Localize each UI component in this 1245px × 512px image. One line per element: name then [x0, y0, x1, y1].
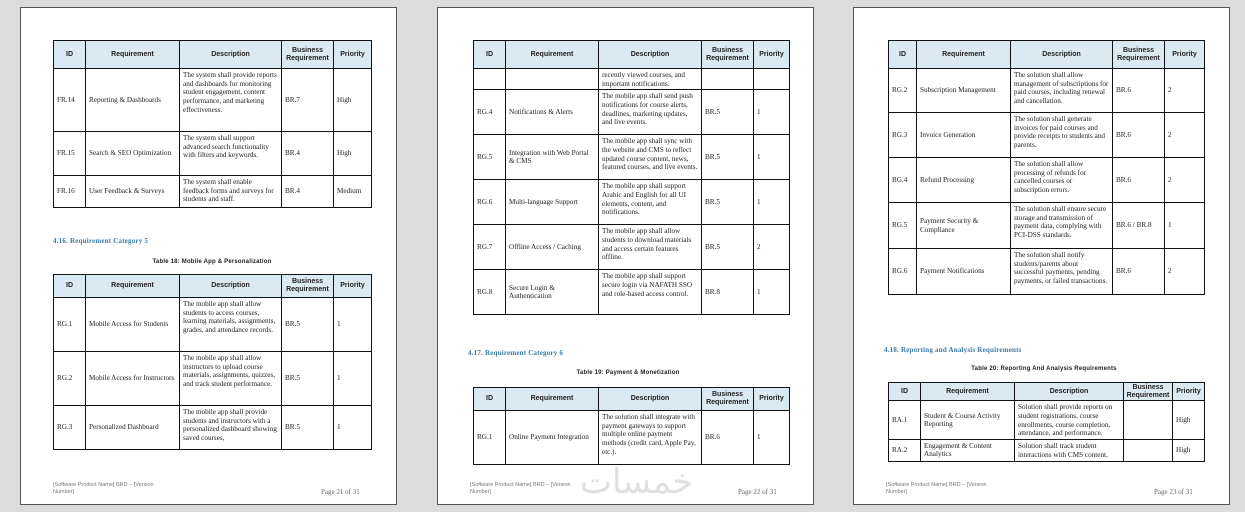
business-requirement-cell: BR.6 / BR.8: [1113, 203, 1165, 249]
table-row: [474, 69, 790, 90]
header-priority: Priority: [1173, 383, 1205, 401]
req-id-cell: RG.7: [474, 225, 506, 270]
priority-cell: 1: [334, 352, 372, 406]
header-id: ID: [474, 41, 506, 69]
priority-cell: 1: [754, 180, 790, 225]
priority-cell: High: [334, 69, 372, 132]
req-id-cell: RG.8: [474, 270, 506, 315]
description-cell: The mobile app shall support secure login via NAFATH SSO and role-based access control.: [599, 270, 702, 315]
table-row: [474, 270, 790, 315]
priority-cell: 1: [334, 406, 372, 450]
description-cell: The solution shall allow management of subscriptions for paid courses, including renewal and cancellation.: [1011, 69, 1113, 113]
req-id-cell: RG.5: [889, 203, 917, 249]
header-business-requirement: Business Requirement: [1113, 41, 1165, 69]
header-business-requirement: Business Requirement: [702, 388, 754, 411]
description-cell: The solution shall generate invoices for paid courses and provide receipts to students and parents.: [1011, 113, 1113, 158]
table-caption: Table 20: Reporting And Analysis Requirements: [971, 366, 1117, 372]
table-row: [889, 158, 1205, 203]
table-row: [54, 176, 372, 208]
header-priority: Priority: [334, 275, 372, 298]
table-row: [54, 132, 372, 176]
requirement-cell: User Feedback & Surveys: [86, 176, 180, 208]
table-header-row: [474, 388, 790, 411]
req-id-cell: RA.2: [889, 439, 921, 461]
document-page-21: [20, 7, 397, 505]
business-requirement-cell: BR.8: [702, 270, 754, 315]
requirements-table-bottom: [53, 274, 372, 450]
priority-cell: High: [1173, 401, 1205, 440]
header-business-requirement: Business Requirement: [702, 41, 754, 69]
req-id-cell: RG.3: [54, 406, 86, 450]
req-id-cell: [474, 69, 506, 90]
req-id-cell: RG.2: [54, 352, 86, 406]
business-requirement-cell: BR.5: [702, 180, 754, 225]
req-id-cell: RG.1: [54, 298, 86, 352]
table-row: [54, 298, 372, 352]
priority-cell: 1: [754, 90, 790, 135]
requirements-table-top: [53, 40, 372, 208]
table-row: [889, 203, 1205, 249]
header-description: Description: [180, 41, 282, 69]
priority-cell: 1: [334, 298, 372, 352]
req-id-cell: RG.6: [474, 180, 506, 225]
requirement-cell: Payment Notifications: [917, 249, 1011, 295]
table-row: [54, 352, 372, 406]
description-cell: The mobile app shall allow instructors to upload course materials, assignments, quizzes, and track student performance.: [180, 352, 282, 406]
business-requirement-cell: BR.5: [702, 135, 754, 180]
header-requirement: Requirement: [86, 275, 180, 298]
section-heading: 4.16. Requirement Category 5: [53, 237, 149, 245]
header-description: Description: [599, 388, 702, 411]
header-id: ID: [474, 388, 506, 411]
priority-cell: 2: [1165, 69, 1205, 113]
description-cell: Solution shall provide reports on student registrations, course enrollments, course completion, attendance, and performance.: [1015, 401, 1124, 440]
requirement-cell: Multi-language Support: [506, 180, 599, 225]
header-description: Description: [599, 41, 702, 69]
table-header-row: [54, 41, 372, 69]
business-requirement-cell: [1124, 439, 1173, 461]
table-row: [889, 439, 1205, 461]
description-cell: The mobile app shall send push notifications for course alerts, deadlines, marketing updates, and live events.: [599, 90, 702, 135]
business-requirement-cell: BR.6: [1113, 158, 1165, 203]
table-row: [889, 249, 1205, 295]
header-priority: Priority: [754, 41, 790, 69]
requirements-table-top: [473, 40, 790, 315]
business-requirement-cell: BR.5: [702, 225, 754, 270]
table-caption: Table 18: Mobile App & Personalization: [152, 259, 272, 265]
document-page-22: [437, 7, 814, 505]
table-row: [889, 113, 1205, 158]
header-id: ID: [889, 41, 917, 69]
description-cell: The mobile app shall sync with the website and CMS to reflect updated course content, news, featured courses, and live events.: [599, 135, 702, 180]
footer-page-number: Page 23 of 31: [1154, 488, 1193, 496]
requirements-table-top: [888, 40, 1205, 295]
req-id-cell: FR.14: [54, 69, 86, 132]
description-cell: recently viewed courses, and important notifications.: [599, 69, 702, 90]
description-cell: The system shall provide reports and dashboards for monitoring student engagement, content performance, and marketing effectiveness.: [180, 69, 282, 132]
priority-cell: High: [334, 132, 372, 176]
table-row: [474, 411, 790, 465]
footer-page-number: Page 21 of 31: [321, 488, 360, 496]
header-description: Description: [180, 275, 282, 298]
header-description: Description: [1015, 383, 1124, 401]
header-business-requirement: Business Requirement: [282, 41, 334, 69]
table-header-row: [889, 41, 1205, 69]
description-cell: The system shall support advanced search functionality with filters and keywords.: [180, 132, 282, 176]
header-priority: Priority: [1165, 41, 1205, 69]
req-id-cell: RG.5: [474, 135, 506, 180]
header-priority: Priority: [334, 41, 372, 69]
business-requirement-cell: BR.6: [1113, 249, 1165, 295]
requirement-cell: Offline Access / Caching: [506, 225, 599, 270]
req-id-cell: RG.6: [889, 249, 917, 295]
table-row: [474, 180, 790, 225]
business-requirement-cell: BR.5: [282, 298, 334, 352]
table-row: [474, 225, 790, 270]
table-caption: Table 19: Payment & Monetization: [576, 370, 680, 376]
req-id-cell: RG.1: [474, 411, 506, 465]
table-header-row: [474, 41, 790, 69]
table-header-row: [54, 275, 372, 298]
req-id-cell: FR.16: [54, 176, 86, 208]
priority-cell: Medium: [334, 176, 372, 208]
requirement-cell: Reporting & Dashboards: [86, 69, 180, 132]
header-description: Description: [1011, 41, 1113, 69]
requirement-cell: Online Payment Integration: [506, 411, 599, 465]
priority-cell: 1: [1165, 203, 1205, 249]
section-heading: 4.18. Reporting and Analysis Requirements: [884, 346, 1022, 354]
table-row: [54, 69, 372, 132]
requirement-cell: [506, 69, 599, 90]
footer-document-name: [Software Product Name] BRD – [Version Number]: [470, 482, 571, 496]
description-cell: The mobile app shall provide students and instructors with a personalized dashboard showing saved courses,: [180, 406, 282, 450]
business-requirement-cell: [1124, 401, 1173, 440]
table-row: [889, 401, 1205, 440]
requirement-cell: Subscription Management: [917, 69, 1011, 113]
business-requirement-cell: BR.4: [282, 176, 334, 208]
priority-cell: 1: [754, 135, 790, 180]
business-requirement-cell: BR.6: [1113, 69, 1165, 113]
priority-cell: 2: [1165, 113, 1205, 158]
table-header-row: [889, 383, 1205, 401]
req-id-cell: RG.4: [889, 158, 917, 203]
header-id: ID: [54, 41, 86, 69]
req-id-cell: RA.1: [889, 401, 921, 440]
description-cell: The solution shall notify students/parents about successful payments, pending payments, or failed transactions.: [1011, 249, 1113, 295]
business-requirement-cell: [702, 69, 754, 90]
section-heading: 4.17. Requirement Category 6: [468, 349, 564, 357]
header-requirement: Requirement: [921, 383, 1015, 401]
req-id-cell: RG.4: [474, 90, 506, 135]
requirement-cell: Refund Processing: [917, 158, 1011, 203]
requirement-cell: Payment Security & Compliance: [917, 203, 1011, 249]
business-requirement-cell: BR.6: [702, 411, 754, 465]
description-cell: The solution shall integrate with payment gateways to support multiple online payment methods (credit card, Apple Pay, etc.).: [599, 411, 702, 465]
requirement-cell: Engagement & Content Analytics: [921, 439, 1015, 461]
table-row: [474, 135, 790, 180]
header-requirement: Requirement: [917, 41, 1011, 69]
document-page-23: [853, 7, 1230, 505]
priority-cell: 2: [754, 225, 790, 270]
priority-cell: 1: [754, 411, 790, 465]
requirement-cell: Secure Login & Authentication: [506, 270, 599, 315]
requirement-cell: Search & SEO Optimization: [86, 132, 180, 176]
description-cell: The system shall enable feedback forms and surveys for students and staff.: [180, 176, 282, 208]
watermark-logo: خمسات: [580, 462, 694, 502]
business-requirement-cell: BR.5: [282, 352, 334, 406]
business-requirement-cell: BR.4: [282, 132, 334, 176]
table-row: [889, 69, 1205, 113]
header-id: ID: [889, 383, 921, 401]
requirements-table-bottom: [473, 387, 790, 465]
header-business-requirement: Business Requirement: [1124, 383, 1173, 401]
table-row: [474, 90, 790, 135]
table-row: [54, 406, 372, 450]
req-id-cell: RG.3: [889, 113, 917, 158]
header-id: ID: [54, 275, 86, 298]
req-id-cell: FR.15: [54, 132, 86, 176]
requirement-cell: Student & Course Activity Reporting: [921, 401, 1015, 440]
priority-cell: High: [1173, 439, 1205, 461]
header-priority: Priority: [754, 388, 790, 411]
header-requirement: Requirement: [506, 388, 599, 411]
description-cell: The solution shall ensure secure storage and transmission of payment data, complying with PCI-DSS standards.: [1011, 203, 1113, 249]
requirement-cell: Notifications & Alerts: [506, 90, 599, 135]
header-requirement: Requirement: [506, 41, 599, 69]
business-requirement-cell: BR.5: [282, 406, 334, 450]
requirement-cell: Invoice Generation: [917, 113, 1011, 158]
requirements-table-bottom: [888, 382, 1205, 462]
description-cell: Solution shall track student interactions with CMS content,: [1015, 439, 1124, 461]
requirement-cell: Mobile Access for Instructors: [86, 352, 180, 406]
footer-document-name: [Software Product Name] BRD – [Version Number]: [886, 482, 987, 496]
business-requirement-cell: BR.7: [282, 69, 334, 132]
business-requirement-cell: BR.6: [1113, 113, 1165, 158]
footer-page-number: Page 22 of 31: [738, 488, 777, 496]
description-cell: The mobile app shall support Arabic and English for all UI elements, content, and notifications.: [599, 180, 702, 225]
priority-cell: [754, 69, 790, 90]
footer-document-name: [Software Product Name] BRD – [Version Number]: [53, 482, 154, 496]
requirement-cell: Personalized Dashboard: [86, 406, 180, 450]
requirement-cell: Mobile Access for Students: [86, 298, 180, 352]
description-cell: The solution shall allow processing of refunds for cancelled courses or subscription errors.: [1011, 158, 1113, 203]
req-id-cell: RG.2: [889, 69, 917, 113]
header-business-requirement: Business Requirement: [282, 275, 334, 298]
description-cell: The mobile app shall allow students to access courses, learning materials, assignments, grades, and attendance records.: [180, 298, 282, 352]
header-requirement: Requirement: [86, 41, 180, 69]
priority-cell: 2: [1165, 249, 1205, 295]
priority-cell: 2: [1165, 158, 1205, 203]
description-cell: The mobile app shall allow students to download materials and access certain features offline.: [599, 225, 702, 270]
requirement-cell: Integration with Web Portal & CMS: [506, 135, 599, 180]
priority-cell: 1: [754, 270, 790, 315]
business-requirement-cell: BR.5: [702, 90, 754, 135]
